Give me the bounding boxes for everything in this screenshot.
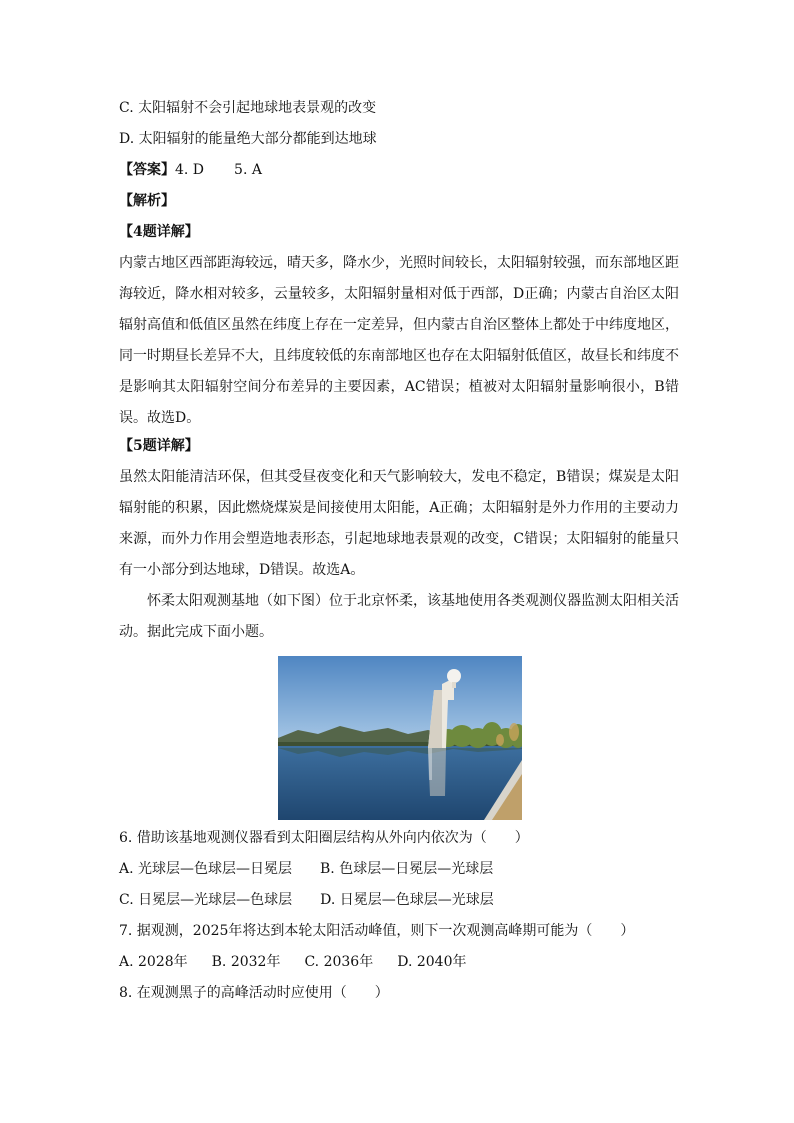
analysis-label: 【解析】 (119, 193, 175, 209)
intro-paragraph: 怀柔太阳观测基地（如下图）位于北京怀柔，该基地使用各类观测仪器监测太阳相关活动。据此完成下面小题。 (119, 593, 679, 640)
q6-options-row1 (119, 859, 679, 879)
document-page (119, 98, 679, 1014)
q4-detail-text: 内蒙古地区西部距海较远，晴天多，降水少，光照时间较长，太阳辐射较强，而东部地区距海较近，降水相对较多，云量较多，太阳辐射量相对低于西部，D正确；内蒙古自治区太阳辐射高值和低值区虽然在纬度上存在一定差异，但内蒙古自治区整体上都处于中纬度地区，同一时期昼长差异不大，且纬度较低的东南部地区也存在太阳辐射低值区，故昼长和纬度不是影响其太阳辐射空间分布差异的主要因素，AC错误；植被对太阳辐射量影响很小，B错误。故选D。 (119, 255, 679, 426)
q7-option-a: A. 2028年 (119, 954, 188, 970)
answer-4: 4. D (175, 162, 205, 178)
q7-option-d: D. 2040年 (397, 954, 467, 970)
q6-option-d: D. 日冕层—色球层—光球层 (320, 892, 494, 908)
q6-stem: 6. 借助该基地观测仪器看到太阳圈层结构从外向内依次为（ ） (119, 830, 529, 846)
q6-options-row2 (119, 890, 679, 910)
answer-label: 【答案】 (119, 162, 175, 178)
q7-option-c: C. 2036年 (304, 954, 374, 970)
q7-stem: 7. 据观测，2025年将达到本轮太阳活动峰值，则下一次观测高峰期可能为（ ） (119, 923, 635, 939)
q5-detail-text: 虽然太阳能清洁环保，但其受昼夜变化和天气影响较大，发电不稳定，B错误；煤炭是太阳辐射能的积累，因此燃烧煤炭是间接使用太阳能，A正确；太阳辐射是外力作用的主要动力来源，而外力作用会塑造地表形态，引起地球地表景观的改变，C错误；太阳辐射的能量只有一小部分到达地球，D错误。故选A。 (119, 469, 679, 578)
q4-detail-label: 【4题详解】 (119, 224, 199, 240)
huairou-observatory-photo (278, 656, 522, 820)
q5-detail-label: 【5题详解】 (119, 438, 199, 454)
q7-options (119, 952, 679, 972)
q6-option-b: B. 色球层—日冕层—光球层 (320, 861, 494, 877)
q7-option-b: B. 2032年 (211, 954, 281, 970)
answer-5: 5. A (234, 162, 262, 178)
answer-line (119, 160, 679, 180)
q6-option-a: A. 光球层—色球层—日冕层 (119, 861, 293, 877)
photo-container (119, 656, 679, 822)
q3-option-c: C. 太阳辐射不会引起地球地表景观的改变 (119, 100, 377, 116)
q3-option-d: D. 太阳辐射的能量绝大部分都能到达地球 (119, 131, 377, 147)
q6-option-c: C. 日冕层—光球层—色球层 (119, 892, 293, 908)
q8-stem: 8. 在观测黑子的高峰活动时应使用（ ） (119, 985, 389, 1001)
